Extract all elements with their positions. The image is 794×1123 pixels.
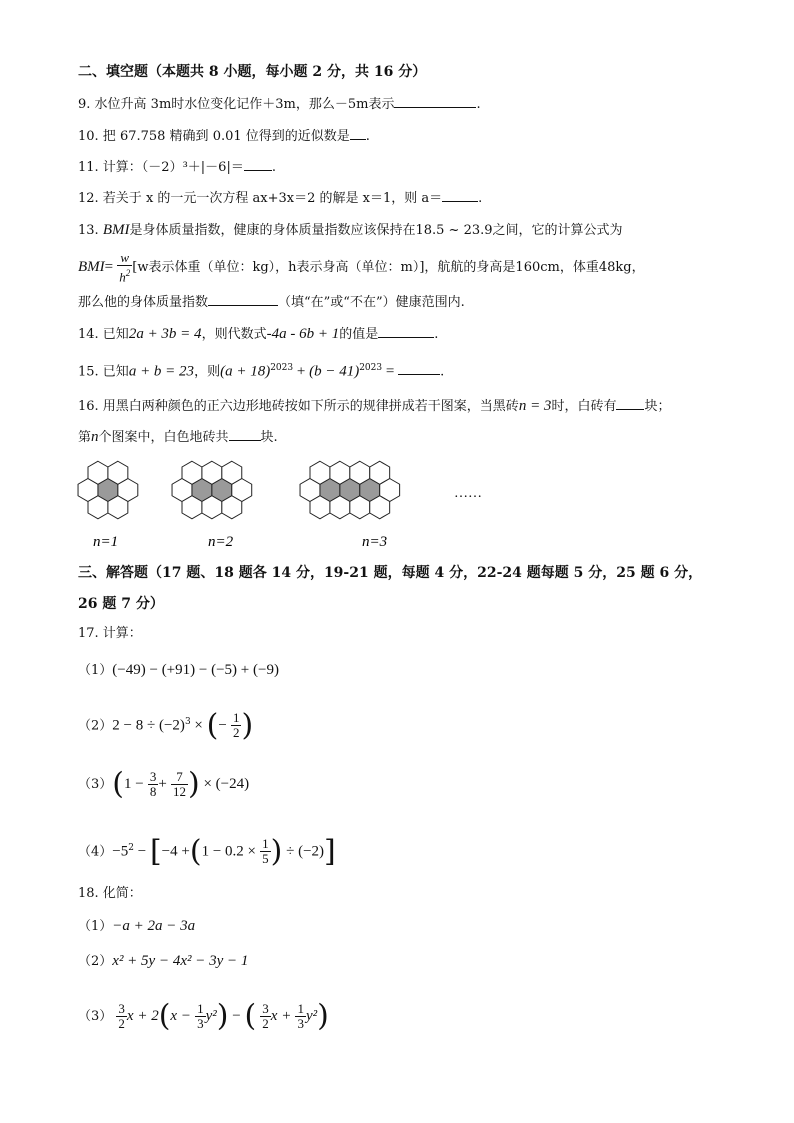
q16-n-equals-3: n = 3 <box>518 398 552 414</box>
q13-text-1: 是身体质量指数，健康的身体质量指数应该保持在18.5 ~ 23.9之间，它的计算公式为 <box>129 223 623 238</box>
q10-answer-blank[interactable] <box>350 126 366 140</box>
question-15 <box>78 358 444 382</box>
q18-p3-rparen-1: ) <box>216 998 229 1034</box>
q15-mid: ，则 <box>194 364 221 380</box>
q17-p3-plus: + <box>158 776 167 792</box>
q17-p3-rparen: ) <box>187 766 200 802</box>
figure-label-n1: n=1 <box>93 534 119 550</box>
section-2-heading: 二、填空题（本题共 8 小题，每小题 2 分，共 16 分） <box>78 64 427 80</box>
q17-p4-fraction <box>260 837 271 866</box>
q17-p2-fraction <box>231 711 242 740</box>
q14-answer-blank[interactable] <box>378 324 434 338</box>
white-hex-tile-p2 <box>222 496 242 519</box>
q15-term-1: (a + 18) <box>220 363 271 380</box>
hexagon-pattern-figure <box>70 454 500 550</box>
q13-frac-den-exp: 2 <box>125 267 131 278</box>
q15-text: 15. 已知 <box>78 364 129 380</box>
q12-text: 12. 若关于 x 的一元一次方程 ax+3x＝2 的解是 x＝1，则 a＝ <box>78 191 443 206</box>
q17-p2-exponent: 3 <box>184 717 191 727</box>
q13-bmi-fraction <box>117 251 132 284</box>
q18-p3-f4-den: 3 <box>297 1016 304 1031</box>
white-hex-tile-p1 <box>108 461 128 484</box>
q16-text-1: 16. 用黑白两种颜色的正六边形地砖按如下所示的规律拼成若干图案，当黑砖 <box>78 399 519 414</box>
question-12 <box>78 188 482 209</box>
white-hex-tile-p2 <box>182 496 202 519</box>
q12-end: . <box>478 191 483 206</box>
q17-p2-rparen: ) <box>241 707 254 743</box>
q17-p4-exponent: 2 <box>128 843 134 853</box>
q9-text: 9. 水位升高 3m时水位变化记作＋3m，那么－5m表示 <box>78 97 395 112</box>
q17-part-1 <box>78 660 279 681</box>
q16-text-4: 第 <box>78 430 92 445</box>
q18-p3-minus: − <box>228 1008 245 1024</box>
q13-bmi-symbol: BMI <box>102 222 130 238</box>
q18-p3-expr-e: y² <box>305 1008 318 1024</box>
q18-p3-lparen-1: ( <box>158 998 171 1034</box>
q18-p2-label: （2） <box>78 954 113 969</box>
q17-p3-f2-num: 7 <box>171 770 188 785</box>
question-17-title: 17. 计算： <box>78 626 142 641</box>
q15-exp-1: 2023 <box>270 363 294 373</box>
q9-end: . <box>476 97 481 112</box>
q15-term-2: (b − 41) <box>309 363 360 380</box>
white-hex-tile-p1 <box>108 496 128 519</box>
q17-p1-expression: (−49) − (+91) − (−5) + (−9) <box>112 662 279 678</box>
q14-end: . <box>434 327 439 342</box>
q11-end: . <box>271 160 276 175</box>
q16-text-2: 时，白砖有 <box>551 399 617 414</box>
q11-answer-blank[interactable] <box>244 157 272 171</box>
q18-p3-f3-num: 3 <box>262 1001 269 1016</box>
q14-post: 的值是 <box>339 327 379 342</box>
q13-equals: = <box>104 259 114 275</box>
white-hex-tile-p3 <box>330 496 350 519</box>
q18-p3-expr-d: x + <box>270 1008 292 1024</box>
section-3-heading-line-2: 26 题 7 分） <box>78 596 164 612</box>
q17-p4-inner-a: −4 + <box>161 843 190 860</box>
q18-p1-expression: −a + 2a − 3a <box>112 918 196 934</box>
question-9 <box>78 94 481 115</box>
q17-p4-minus: − <box>133 843 150 860</box>
q12-answer-blank[interactable] <box>442 188 478 202</box>
white-hex-tile-p1 <box>88 461 108 484</box>
q17-p4-lparen: ( <box>189 833 202 869</box>
q17-p4-inner-b: 1 − 0.2 × <box>201 843 256 860</box>
q16-text-6: 块. <box>260 430 278 445</box>
question-13-line-1 <box>78 220 623 241</box>
white-hex-tile-p3 <box>310 496 330 519</box>
q17-p3-tail: × (−24) <box>199 776 250 792</box>
q17-p4-rbracket: ] <box>324 833 336 869</box>
q13-text-3: 那么他的身体质量指数 <box>78 295 209 310</box>
q15-plus: + <box>293 363 310 380</box>
white-hex-tile-p1 <box>88 496 108 519</box>
q16-answer-blank-2[interactable] <box>229 427 261 441</box>
q17-p4-label: （4） <box>78 844 113 860</box>
q18-p3-lparen-2: ( <box>244 998 257 1034</box>
q11-text: 11. 计算：（－2）³＋|－6|＝ <box>78 160 244 175</box>
q14-text: 14. 已知 <box>78 327 129 342</box>
q17-p2-expr-a: 2 − 8 ÷ (−2) <box>112 717 185 734</box>
q17-p3-fraction-1 <box>148 770 159 799</box>
q14-expression: -4a - 6b + 1 <box>266 326 340 342</box>
question-18-title: 18. 化简： <box>78 886 142 901</box>
q17-p3-f1-den: 8 <box>149 784 157 799</box>
q18-p3-fraction-1 <box>116 1002 127 1031</box>
q17-part-2 <box>78 702 253 742</box>
figure-label-n2: n=2 <box>208 534 234 550</box>
q18-p3-f2-den: 3 <box>197 1016 204 1031</box>
q13-number: 13. <box>78 223 99 238</box>
figure-label-n3: n=3 <box>362 534 388 550</box>
q17-p2-lparen: ( <box>206 707 219 743</box>
q13-text-4: （填“在”或“不在”）健康范围内. <box>278 295 465 310</box>
q17-p4-inner-c: ÷ (−2) <box>282 843 325 860</box>
q17-p3-lparen: ( <box>112 766 124 802</box>
q18-p3-f2-num: 1 <box>197 1001 204 1016</box>
white-hex-tile-p3 <box>350 461 370 484</box>
q16-text-5: 个图案中，白色地砖共 <box>98 430 229 445</box>
q15-end: . <box>440 364 445 380</box>
q10-text: 10. 把 67.758 精确到 0.01 位得到的近似数是 <box>78 129 350 144</box>
white-hex-tile-p3 <box>330 461 350 484</box>
white-hex-tile-p2 <box>202 496 222 519</box>
q17-part-3 <box>78 764 249 804</box>
q18-p3-fraction-4 <box>295 1002 306 1031</box>
q18-part-3 <box>78 994 329 1038</box>
q15-exp-2: 2023 <box>359 363 383 373</box>
white-hex-tile-p2 <box>222 461 242 484</box>
q17-p3-expr-a: 1 − <box>124 776 144 792</box>
q18-part-1 <box>78 916 195 937</box>
question-13-line-3 <box>78 292 465 313</box>
white-hex-tile-p3 <box>370 496 390 519</box>
section-3-heading-line-1: 三、解答题（17 题、18 题各 14 分，19-21 题，每题 4 分，22-24 题每题 5 分，25 题 6 分， <box>78 565 703 581</box>
question-16-line-1 <box>78 396 670 417</box>
q17-p4-rparen: ) <box>270 833 283 869</box>
q16-text-3: 块； <box>644 399 671 414</box>
q17-p4-frac-num: 1 <box>262 836 269 852</box>
white-hex-tile-p2 <box>202 461 222 484</box>
q18-p3-expr-c: y² <box>205 1008 217 1024</box>
q18-p2-expression: x² + 5y − 4x² − 3y − 1 <box>112 953 249 969</box>
q18-p3-expr-b: x − <box>170 1008 191 1024</box>
white-hex-tile-p2 <box>182 461 202 484</box>
q13-answer-blank[interactable] <box>208 292 278 306</box>
q16-n: n <box>91 429 99 445</box>
q18-p3-expr-a: x + 2 <box>126 1008 159 1024</box>
q18-p3-f1-den: 2 <box>118 1016 125 1031</box>
q15-answer-blank[interactable] <box>398 361 440 375</box>
q18-p3-label: （3） <box>78 1009 113 1024</box>
q18-p1-label: （1） <box>78 919 113 934</box>
q18-p3-fraction-2 <box>195 1002 206 1031</box>
hexagon-tiles <box>78 461 400 519</box>
question-10 <box>78 126 370 147</box>
white-hex-tile-p3 <box>350 496 370 519</box>
q13-frac-den-base: h <box>119 269 126 285</box>
q17-p3-fraction-2 <box>171 770 188 799</box>
q13-bmi-formula-lhs: BMI <box>78 259 105 275</box>
q15-condition: a + b = 23 <box>128 363 195 380</box>
q18-p3-f1-num: 3 <box>118 1001 125 1016</box>
q17-p2-times: × <box>190 717 207 734</box>
q17-p2-minus: − <box>218 717 227 734</box>
q9-answer-blank[interactable] <box>394 94 476 108</box>
q16-answer-blank-1[interactable] <box>616 396 644 410</box>
question-13-line-2 <box>78 250 645 284</box>
white-hex-tile-p3 <box>310 461 330 484</box>
q17-p3-label: （3） <box>78 777 113 792</box>
q18-p3-f3-den: 2 <box>262 1016 269 1031</box>
q17-p1-label: （1） <box>78 663 113 678</box>
q13-frac-numerator: w <box>117 251 132 266</box>
q18-p3-rparen-2: ) <box>317 998 329 1034</box>
q17-part-4 <box>78 826 336 870</box>
q14-condition: 2a + 3b = 4 <box>128 326 202 342</box>
q17-p2-frac-den: 2 <box>232 725 240 741</box>
q13-frac-denominator <box>117 266 132 284</box>
q17-p4-expr-a: −5 <box>112 843 129 860</box>
q10-end: . <box>365 129 370 144</box>
q18-p3-f4-num: 1 <box>297 1001 304 1016</box>
q17-p2-frac-num: 1 <box>232 710 240 726</box>
q15-equals: = <box>382 363 399 380</box>
q18-part-2 <box>78 951 248 972</box>
q17-p3-f1-num: 3 <box>149 769 157 784</box>
question-14 <box>78 324 438 345</box>
q17-p4-frac-den: 5 <box>262 851 269 867</box>
question-16-line-2 <box>78 427 278 448</box>
question-11 <box>78 157 276 178</box>
q13-text-2: [w表示体重（单位：kg），h表示身高（单位：m）]，航航的身高是160cm，体重48kg， <box>132 260 645 275</box>
white-hex-tile-p3 <box>370 461 390 484</box>
q17-p4-lbracket: [ <box>149 833 162 869</box>
q18-p3-fraction-3 <box>260 1002 271 1031</box>
q17-p2-label: （2） <box>78 718 113 734</box>
q14-mid: ，则代数式 <box>201 327 267 342</box>
q17-p3-f2-den: 12 <box>172 784 186 799</box>
figure-ellipsis: …… <box>454 486 482 501</box>
